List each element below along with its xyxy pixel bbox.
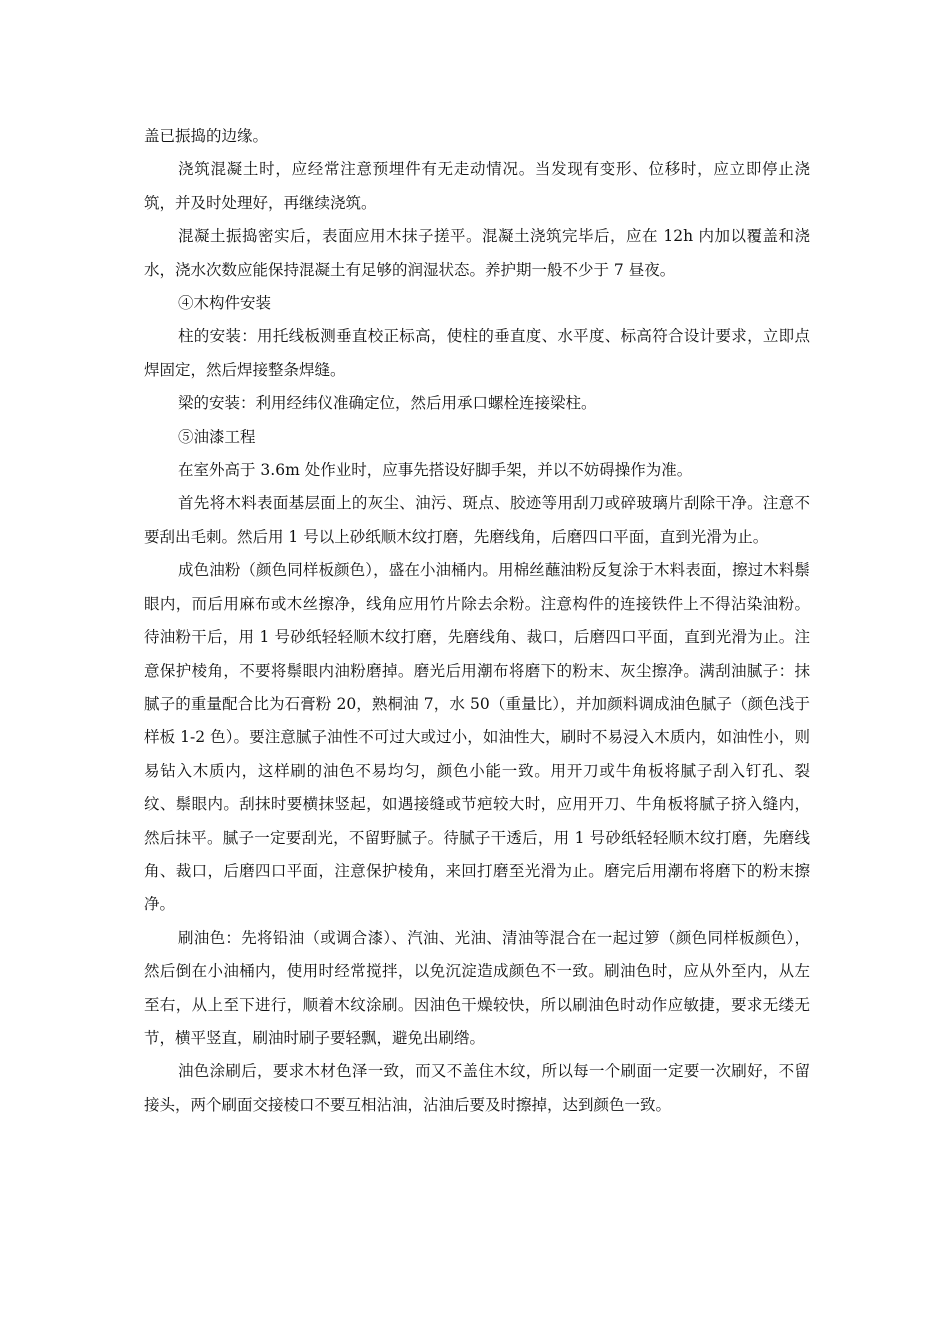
paragraph-after-coating: 油色涂刷后，要求木材色泽一致，而又不盖住木纹，所以每一个刷面一定要一次刷好，不留接头，两个刷面交接棱口不要互相沾油，沾油后要及时擦掉，达到颜色一致。 [144, 1062, 810, 1114]
paragraph-brush-oil-color: 刷油色：先将铅油（或调合漆）、汽油、光油、清油等混合在一起过箩（颜色同样板颜色），然后倒在小油桶内，使用时经常搅拌，以免沉淀造成颜色不一致。刷油色时，应从外至内，从左至右，从上至下进行，顺着木纹涂刷。因油色干燥较快，所以刷油色时动作应敏捷，要求无缕无节，横平竖直，刷油时刷子要轻飘，避免出刷绺。 [144, 928, 810, 1047]
paragraph-scaffold: 在室外高于 3.6m 处作业时，应事先搭设好脚手架，并以不妨碍操作为准。 [178, 461, 693, 480]
section-heading-wood-assembly: ④木构件安装 [178, 294, 272, 313]
paragraph-surface-prep: 首先将木料表面基层面上的灰尘、油污、斑点、胶迹等用刮刀或碎玻璃片刮除干净。注意不要刮出毛刺。然后用 1 号以上砂纸顺木纹打磨，先磨线角，后磨四口平面，直到光滑为止。 [144, 494, 810, 546]
paragraph-oil-powder: 成色油粉（颜色同样板颜色），盛在小油桶内。用棉丝蘸油粉反复涂于木料表面，擦过木料鬃眼内，而后用麻布或木丝擦净，线角应用竹片除去余粉。注意构件的连接铁件上不得沾染油粉。待油粉干后，用 1 号砂纸轻轻顺木纹打磨，先磨线角、裁口，后磨四口平面，直到光滑为止。注意保护棱角，不要将鬃眼内油粉磨掉。磨光后用潮布将磨下的粉末、灰尘擦净。满刮油腻子：抹腻子的重量配合比为石膏粉 20，熟桐油 7，水 50（重量比），并加颜料调成油色腻子（颜色浅于样板 1-2 色）。要注意腻子油性不可过大或过小，如油性大，刷时不易浸入木质内，如油性小，则易钻入木质内，这样刷的油色不易均匀，颜色小能一致。用开刀或牛角板将腻子刮入钉孔、裂纹、鬃眼内。刮抹时要横抹竖起，如遇接缝或节疤较大时，应用开刀、牛角板将腻子挤入缝内，然后抹平。腻子一定要刮光，不留野腻子。待腻子干透后，用 1 号砂纸轻轻顺木纹打磨，先磨线角、裁口，后磨四口平面，注意保护棱角，来回打磨至光滑为止。磨完后用潮布将磨下的粉末擦净。 [144, 561, 810, 914]
paragraph-beam-install: 梁的安装：利用经纬仪准确定位，然后用承口螺栓连接梁柱。 [178, 394, 597, 413]
paragraph-1: 盖已振捣的边缘。 [144, 127, 269, 145]
paragraph-column-install: 柱的安装：用托线板测垂直校正标高，使柱的垂直度、水平度、标高符合设计要求，立即点焊固定，然后焊接整条焊缝。 [144, 327, 810, 379]
paragraph-2: 浇筑混凝土时，应经常注意预埋件有无走动情况。当发现有变形、位移时，应立即停止浇筑，并及时处理好，再继续浇筑。 [144, 160, 810, 212]
document-body [144, 120, 810, 1122]
paragraph-3: 混凝土振捣密实后，表面应用木抹子搓平。混凝土浇筑完毕后，应在 12h 内加以覆盖和浇水，浇水次数应能保持混凝土有足够的润湿状态。养护期一般不少于 7 昼夜。 [144, 227, 810, 279]
section-heading-painting: ⑤油漆工程 [178, 427, 256, 446]
